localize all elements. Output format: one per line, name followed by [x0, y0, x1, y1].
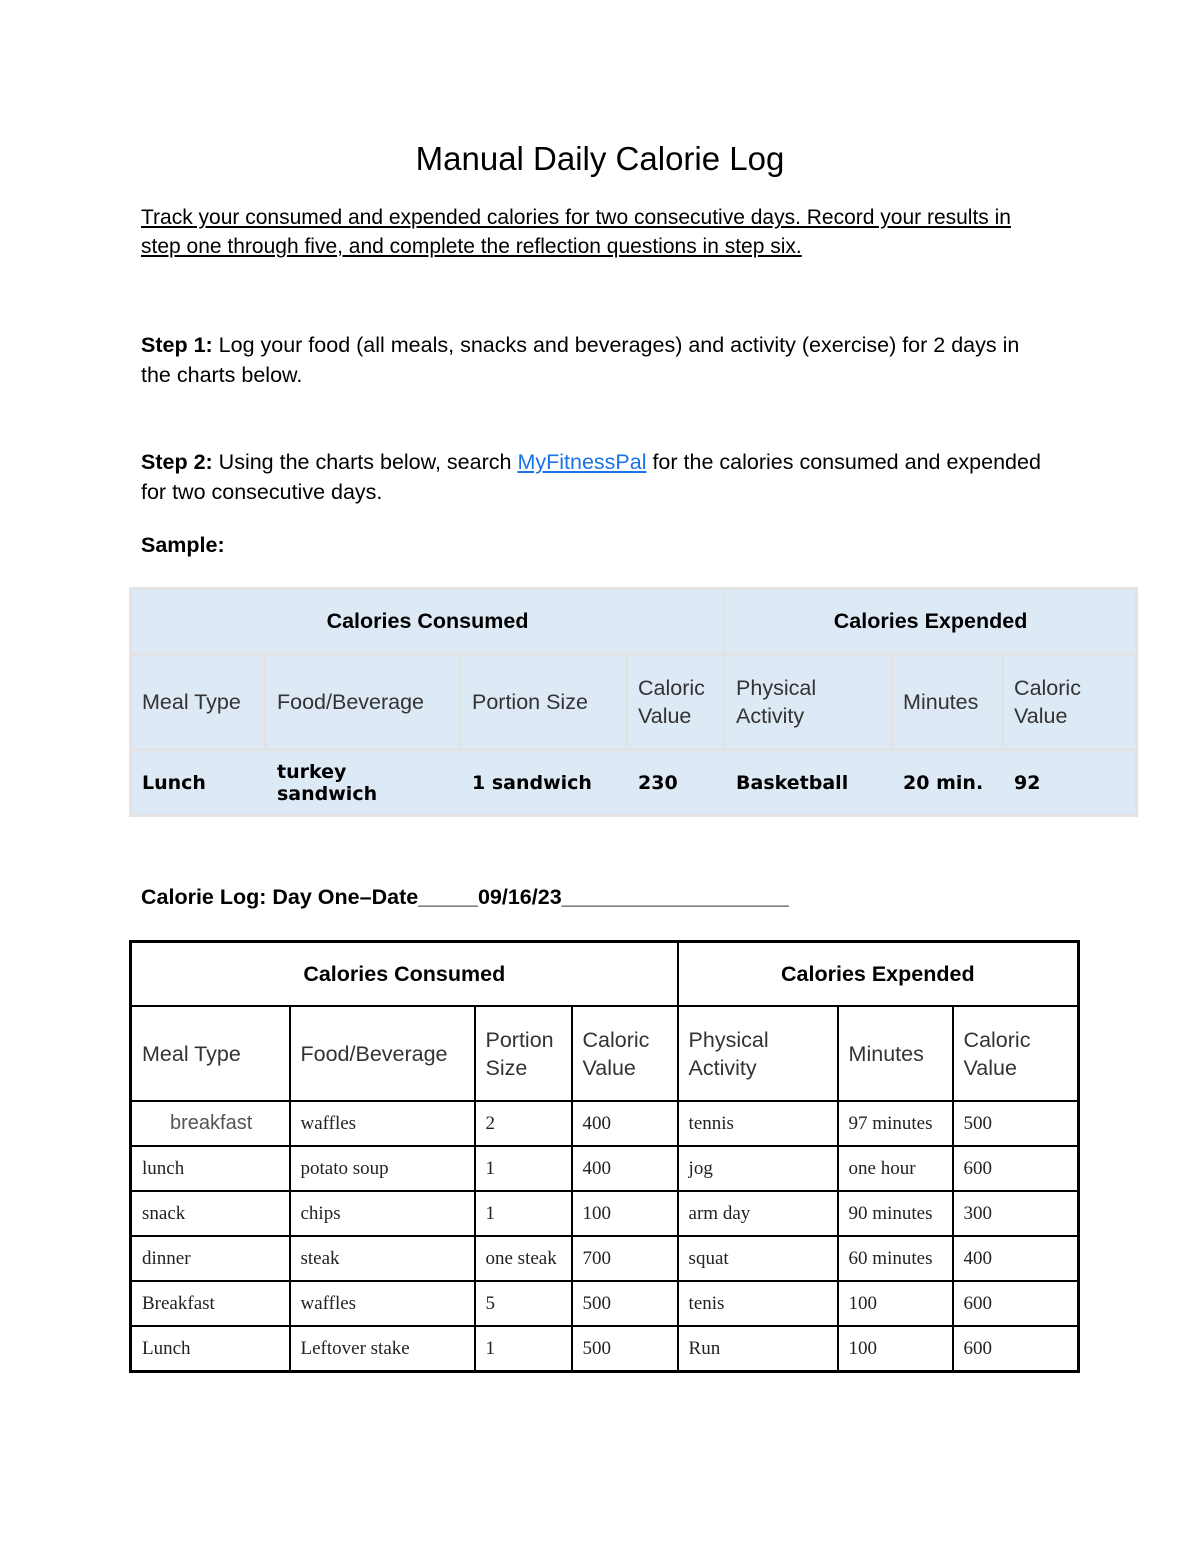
sample-group-header-row: [132, 590, 1135, 656]
table-cell[interactable]: 1: [475, 1191, 572, 1236]
day-one-label: Calorie Log: Day One–Date_____09/16/23___________________: [141, 885, 789, 909]
table-cell[interactable]: Breakfast: [131, 1281, 290, 1326]
day-one-header-expended: Calories Expended: [678, 942, 1079, 1007]
table-cell[interactable]: 300: [953, 1191, 1079, 1236]
table-cell[interactable]: squat: [678, 1236, 838, 1281]
table-cell[interactable]: Run: [678, 1326, 838, 1372]
sample-column-header-row: [132, 656, 1135, 751]
table-cell[interactable]: dinner: [131, 1236, 290, 1281]
table-cell[interactable]: 1: [475, 1146, 572, 1191]
table-cell[interactable]: 97 minutes: [838, 1101, 953, 1146]
sample-cell: 230: [638, 771, 678, 794]
table-cell[interactable]: steak: [290, 1236, 475, 1281]
table-cell[interactable]: 90 minutes: [838, 1191, 953, 1236]
table-cell[interactable]: potato soup: [290, 1146, 475, 1191]
sample-header-consumed: Calories Consumed: [132, 590, 726, 656]
step-2-label: Step 2:: [141, 450, 213, 474]
table-cell[interactable]: 400: [572, 1101, 678, 1146]
day-one-col-physical-activity: Physical Activity: [678, 1006, 838, 1101]
table-cell[interactable]: 100: [838, 1281, 953, 1326]
table-cell[interactable]: snack: [131, 1191, 290, 1236]
day-one-table: [129, 940, 1080, 1373]
sample-col-portion-size: Portion Size: [462, 656, 628, 751]
step-1: [141, 330, 1041, 390]
day-one-col-food-beverage: Food/Beverage: [290, 1006, 475, 1101]
sample-cell: 1 sandwich: [472, 771, 592, 794]
table-cell[interactable]: 2: [475, 1101, 572, 1146]
table-row: [131, 1281, 1079, 1326]
table-row: [131, 1146, 1079, 1191]
table-cell[interactable]: lunch: [131, 1146, 290, 1191]
table-cell[interactable]: 700: [572, 1236, 678, 1281]
sample-label: Sample:: [141, 533, 225, 557]
step-2-text-after: for the calories consumed and expended for two consecutive days.: [141, 450, 1041, 504]
page-title: Manual Daily Calorie Log: [415, 140, 785, 177]
sample-col-caloric-value: Caloric Value: [628, 656, 726, 751]
day-one-group-header-row: [131, 942, 1079, 1007]
sample-col-minutes: Minutes: [893, 656, 1004, 751]
myfitnesspal-link[interactable]: MyFitnessPal: [517, 450, 647, 474]
table-cell[interactable]: 500: [953, 1101, 1079, 1146]
day-one-col-portion-size: Portion Size: [475, 1006, 572, 1101]
table-cell[interactable]: tennis: [678, 1101, 838, 1146]
table-cell[interactable]: chips: [290, 1191, 475, 1236]
table-cell[interactable]: 600: [953, 1146, 1079, 1191]
table-row: [131, 1191, 1079, 1236]
day-one-column-header-row: [131, 1006, 1079, 1101]
table-cell[interactable]: Leftover stake: [290, 1326, 475, 1372]
table-cell[interactable]: Lunch: [131, 1326, 290, 1372]
table-cell[interactable]: 400: [572, 1146, 678, 1191]
table-row: [131, 1236, 1079, 1281]
table-cell[interactable]: 400: [953, 1236, 1079, 1281]
sample-cell: Lunch: [142, 771, 206, 794]
table-cell[interactable]: jog: [678, 1146, 838, 1191]
table-cell[interactable]: 600: [953, 1326, 1079, 1372]
table-cell[interactable]: 5: [475, 1281, 572, 1326]
table-cell[interactable]: waffles: [290, 1101, 475, 1146]
table-cell[interactable]: 60 minutes: [838, 1236, 953, 1281]
day-one-col-caloric-value: Caloric Value: [572, 1006, 678, 1101]
day-one-col-minutes: Minutes: [838, 1006, 953, 1101]
table-cell[interactable]: tenis: [678, 1281, 838, 1326]
table-cell[interactable]: one hour: [838, 1146, 953, 1191]
day-one-header-consumed: Calories Consumed: [131, 942, 678, 1007]
table-cell[interactable]: 1: [475, 1326, 572, 1372]
step-1-label: Step 1:: [141, 333, 213, 357]
table-cell[interactable]: 100: [838, 1326, 953, 1372]
table-cell[interactable]: breakfast: [131, 1101, 290, 1146]
table-row: [131, 1326, 1079, 1372]
day-one-col-caloric-value-expended: Caloric Value: [953, 1006, 1079, 1101]
table-cell[interactable]: 600: [953, 1281, 1079, 1326]
sample-data-row: [132, 751, 1135, 814]
sample-cell: turkey sandwich: [277, 760, 378, 805]
table-cell[interactable]: arm day: [678, 1191, 838, 1236]
day-one-col-meal-type: Meal Type: [131, 1006, 290, 1101]
table-cell[interactable]: 100: [572, 1191, 678, 1236]
step-2: [141, 447, 1041, 507]
table-cell[interactable]: waffles: [290, 1281, 475, 1326]
sample-col-caloric-value-expended: Caloric Value: [1004, 656, 1135, 751]
sample-header-expended: Calories Expended: [726, 590, 1135, 656]
sample-col-food-beverage: Food/Beverage: [267, 656, 462, 751]
sample-col-physical-activity: Physical Activity: [726, 656, 893, 751]
table-cell[interactable]: 500: [572, 1281, 678, 1326]
sample-cell: Basketball: [736, 771, 849, 794]
sample-cell: 20 min.: [903, 771, 984, 794]
sample-table: [129, 587, 1138, 817]
intro-text: Track your consumed and expended calories for two consecutive days. Record your results in step one through five, and complete the reflection questions in step six.: [141, 206, 1011, 258]
table-cell[interactable]: 500: [572, 1326, 678, 1372]
table-cell[interactable]: one steak: [475, 1236, 572, 1281]
table-row: [131, 1101, 1079, 1146]
sample-col-meal-type: Meal Type: [132, 656, 267, 751]
sample-cell: 92: [1014, 771, 1041, 794]
step-2-text-before: Using the charts below, search: [212, 450, 518, 474]
step-1-text: Log your food (all meals, snacks and beverages) and activity (exercise) for 2 days in the charts below.: [141, 333, 1020, 387]
